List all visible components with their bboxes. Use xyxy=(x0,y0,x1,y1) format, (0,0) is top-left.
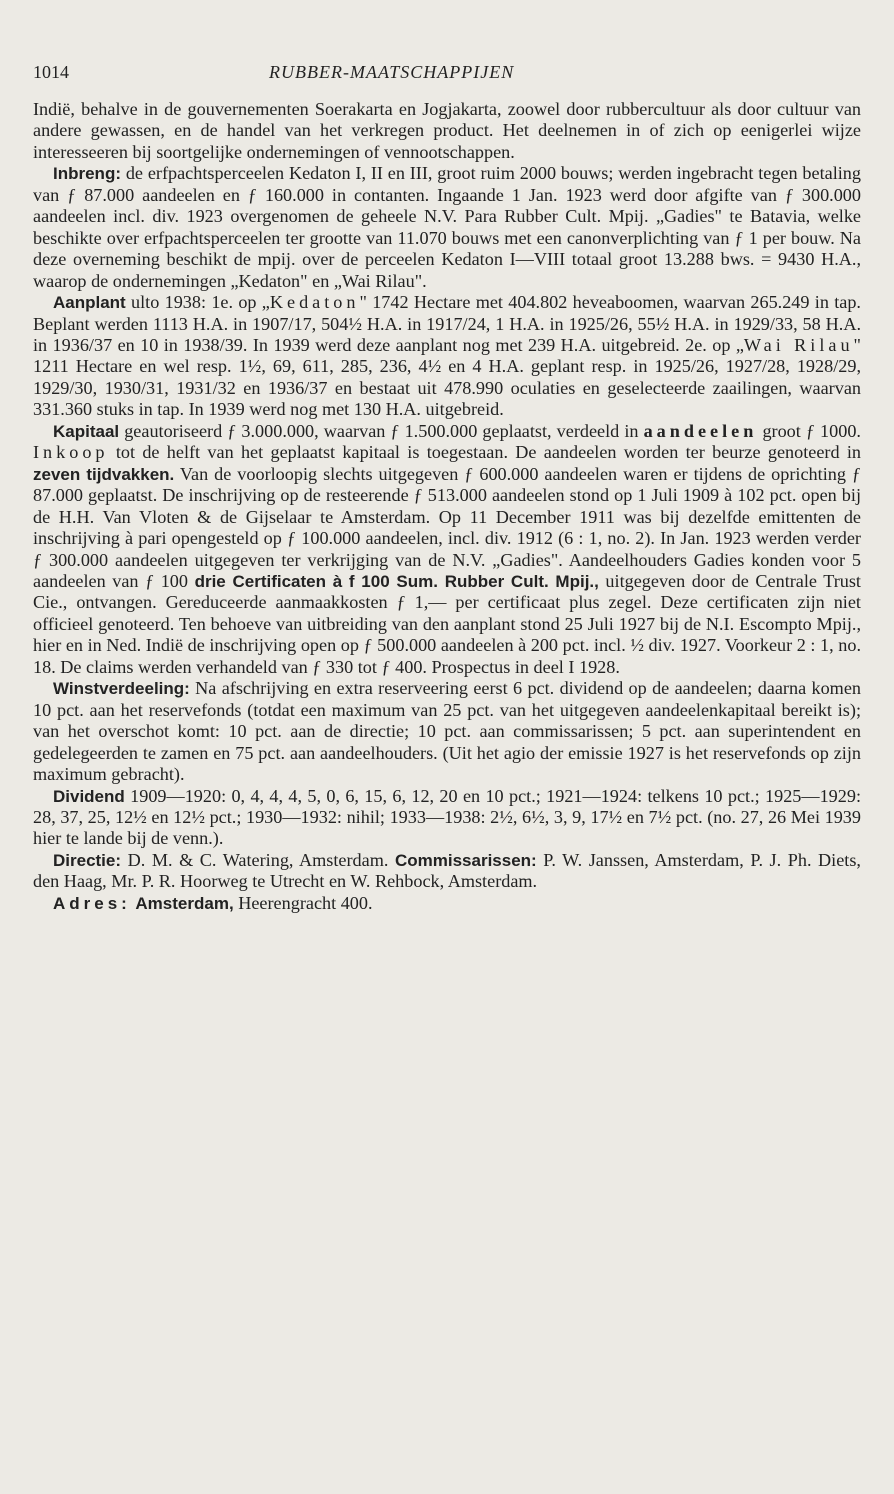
text-kapitaal-5: uitgegeven door de Centrale Trust Cie., ontvangen. Gereduceerde aanmaakkosten ƒ 1,— per certificaat plus zegel. Deze certificaten zijn niet officieel genoteerd. Ten behoeve van uitbreiding van den aanplant stond 25 Juli 1927 bij de N.I. Escompto Mpij., hier en in Ned. Indië de inschrijving open op ƒ 500.000 aandeelen à 200 pct. incl. ½ div. 1927. Voorkeur 2 : 1, no. 18. De claims werden verhandeld van ƒ 330 tot ƒ 400. Prospectus in deel I 1928. xyxy=(33,570,861,677)
label-directie: Directie: xyxy=(53,850,122,870)
text-aanplant-2: " 1742 Hectare met 404.802 heveaboomen, waarvan 265.249 in tap. Beplant werden 1113 H.A. in 1907/17, 504½ H.A. in 1917/24, 1 H.A. in 1925/26, 55½ H.A. in 1929/33, 58 H.A. in 1936/37 en 10 in 1938/39. In 1939 werd deze aanplant nog met 239 H.A. uitgebreid. 2e. op „ xyxy=(33,292,861,355)
text-aanplant-3: " 1211 Hectare en wel resp. 1½, 69, 611, 285, 236, 4½ en 4 H.A. geplant resp. in 1925/26, 1927/28, 1928/29, 1929/30, 1930/31, 1931/32 en 1936/37 en bestaat uit 478.990 oculaties en geselecteerde zaailingen, waarvan 331.360 stuks in tap. In 1939 werd nog met 130 H.A. uitgebreid. xyxy=(33,334,861,420)
term-inkoop: Inkoop xyxy=(33,442,109,463)
label-inbreng: Inbreng: xyxy=(53,164,121,184)
paragraph-adres xyxy=(33,893,861,914)
label-dividend: Dividend xyxy=(53,786,125,806)
text-winstverdeeling: Na afschrijving en extra reserveering eerst 6 pct. dividend op de aandeelen; daarna komen 10 pct. aan het reservefonds (totdat een maximum van 25 pct. van het uitgegeven aandeelenkapitaal bereikt is); van het overschot komt: 10 pct. aan de directie; 10 pct. aan commissarissen; 5 pct. aan superintendent en gedelegeerden te zamen en 75 pct. aan aandeelhouders. (Uit het agio der emissie 1927 is het reservefonds op zijn maximum gebracht). xyxy=(33,678,861,785)
text-kapitaal-4: Van de voorloopig slechts uitgegeven ƒ 600.000 aandeelen waren er tijdens de oprichting ƒ 87.000 geplaatst. De inschrijving op de resteerende ƒ 513.000 aandeelen stond op 1 Juli 1909 à 102 pct. open bij de H.H. Van Vloten & de Gijselaar te Amsterdam. Op 11 December 1911 was bij dezelfde emittenten de inschrijving à pari opengesteld op ƒ 100.000 aandeelen, incl. div. 1912 (6 : 1, no. 2). In Jan. 1923 werden verder ƒ 300.000 aandeelen uitgegeven ter verkrijging van de N.V. „Gadies". Aandeelhouders Gadies konden voor 5 aandeelen van ƒ 100 xyxy=(33,463,861,591)
estate-kedaton: Kedaton xyxy=(269,292,360,313)
paragraph-winstverdeeling xyxy=(33,678,861,785)
paragraph-dividend xyxy=(33,786,861,850)
adres-street: Heerengracht 400. xyxy=(233,892,373,913)
label-aanplant: Aanplant xyxy=(53,293,126,313)
text-kapitaal-1: geautoriseerd ƒ 3.000.000, waarvan ƒ 1.500.000 geplaatst, verdeeld in xyxy=(119,420,644,441)
paragraph-kapitaal xyxy=(33,421,861,678)
paragraph-directie xyxy=(33,850,861,893)
term-aandeelen: aandeelen xyxy=(643,420,758,441)
running-title: RUBBER-MAATSCHAPPIJEN xyxy=(269,62,515,82)
label-commissarissen: Commissarissen: xyxy=(394,850,537,870)
text-dividend: 1909—1920: 0, 4, 4, 4, 5, 0, 6, 15, 6, 12, 20 en 10 pct.; 1921—1924: telkens 10 pct.; 1925—1929: 28, 37, 25, 12½ en 12½ pct.; 1930—1932: nihil; 1933—1938: 2½, 6½, 3, 9, 17½ en 7½ pct. (no. 27, 26 Mei 1939 hier te lande bij de venn.). xyxy=(33,785,861,849)
text-directie-2: P. W. Janssen, Amsterdam, P. J. Ph. Diets, den Haag, Mr. P. R. Hoorweg te Utrecht en W. Rehbock, Amsterdam. xyxy=(33,849,861,892)
paragraph-doel: Indië, behalve in de gouvernementen Soerakarta en Jogjakarta, zoowel door rubbercultuur als door cultuur van andere gewassen, en de handel van het verkregen product. Het deelnemen in of zich op eenigerlei wijze interesseeren bij soortgelijke ondernemingen of vennootschappen. xyxy=(33,99,861,162)
page-header xyxy=(33,62,861,88)
term-zeven-tijdvakken: zeven tijdvakken. xyxy=(33,464,175,484)
page-number: 1014 xyxy=(33,62,69,82)
label-kapitaal: Kapitaal xyxy=(53,421,120,441)
estate-wai-rilau: Wai Rilau xyxy=(743,334,854,355)
paragraph-aanplant xyxy=(33,292,861,421)
adres-city: Amsterdam, xyxy=(135,893,234,913)
text-directie-1: D. M. & C. Watering, Amsterdam. xyxy=(121,849,395,870)
text-inbreng: de erfpachtsperceelen Kedaton I, II en III, groot ruim 2000 bouws; werden ingebracht tegen betaling van ƒ 87.000 aandeelen en ƒ 160.000 in contanten. Ingaande 1 Jan. 1923 werd door afgifte van ƒ 300.000 aandeelen incl. div. 1923 overgenomen de geheele N.V. Para Rubber Cult. Mpij. „Gadies" te Batavia, welke beschikte over erfpachtsperceelen ter grootte van 11.070 bouws met een canonverplichting van ƒ 1 per bouw. Na deze overneming beschikt de mpij. over de perceelen Kedaton I—VIII totaal groot 13.288 bws. = 9430 H.A., waarop de ondernemingen „Kedaton" en „Wai Rilau". xyxy=(33,163,861,291)
text-kapitaal-2: groot ƒ 1000. xyxy=(757,420,861,441)
text-kapitaal-3: tot de helft van het geplaatst kapitaal is toegestaan. De aandeelen worden ter beurze genoteerd in xyxy=(108,442,861,463)
label-winstverdeeling: Winstverdeeling: xyxy=(53,679,190,699)
text-aanplant-1: ulto 1938: 1e. op „ xyxy=(125,292,270,313)
term-certificaten: drie Certificaten à f 100 Sum. Rubber Cult. Mpij., xyxy=(194,571,599,591)
document-page xyxy=(33,62,861,914)
label-adres: Adres: xyxy=(53,893,131,913)
paragraph-inbreng xyxy=(33,163,861,292)
